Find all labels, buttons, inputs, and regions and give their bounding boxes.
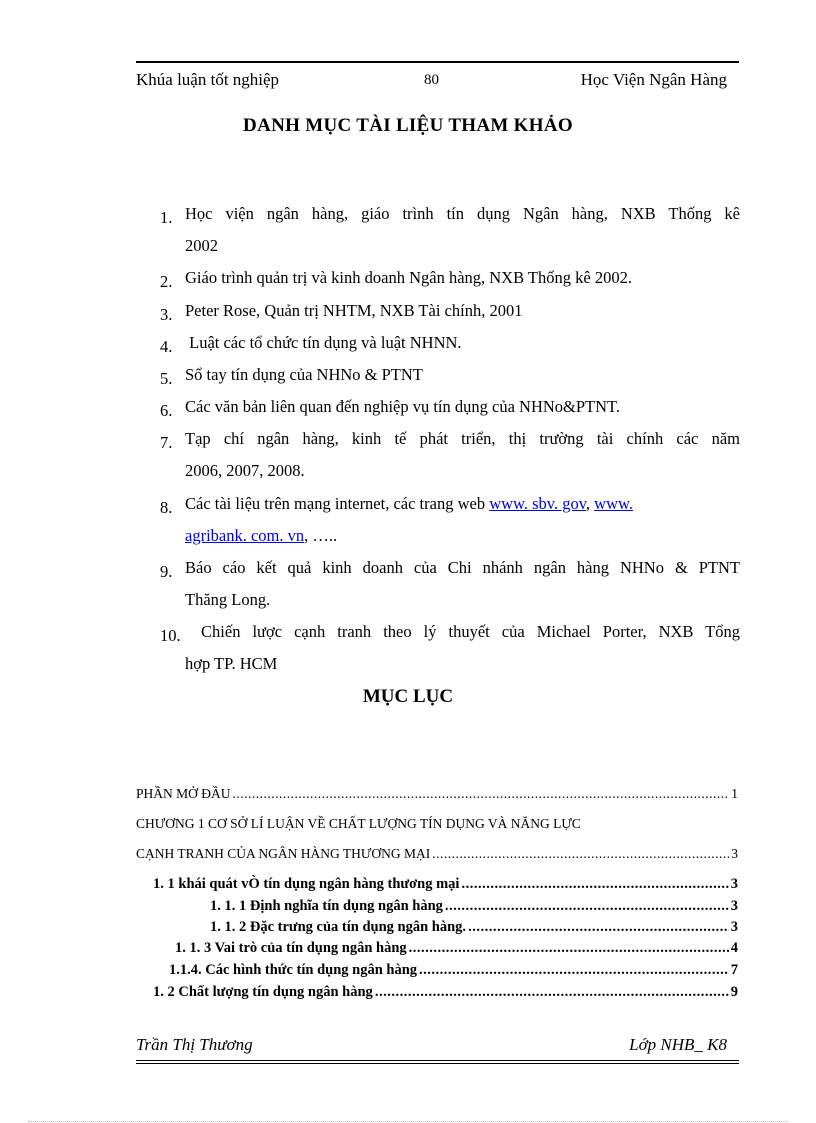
toc-entry[interactable]: 1. 1. 2 Đặc trưng của tín dụng ngân hàng. ..... 3 (210, 919, 738, 936)
toc-entry[interactable]: 1. 2 Chất lượng tín dụng ngân hàng ..... 9 (153, 984, 738, 1001)
references-title: DANH MỤC TÀI LIỆU THAM KHẢO (243, 115, 573, 136)
header-right: Học Viện Ngân Hàng (580, 70, 727, 89)
header-left: Khúa luận tốt nghiệp (136, 70, 280, 89)
toc-entry[interactable]: PHẦN MỞ ĐẦU ..... 1 (136, 786, 738, 802)
toc-entry[interactable]: 1. 1. 3 Vai trò của tín dụng ngân hàng ..... 4 (175, 940, 738, 957)
footer-rule (136, 1060, 739, 1061)
toc-entry[interactable]: 1. 1. 1 Định nghĩa tín dụng ngân hàng ..... 3 (210, 898, 738, 915)
toc-entry[interactable]: CHƯƠNG 1 CƠ SỞ LÍ LUẬN VỀ CHẤT LƯỢNG TÍN DỤNG VÀ NĂNG LỰC (136, 816, 581, 831)
footer-class: Lớp NHB_ K8 (629, 1035, 727, 1054)
footer-author: Trần Thị Thương (136, 1035, 253, 1054)
toc-entry[interactable]: 1.1.4. Các hình thức tín dụng ngân hàng ..... 7 (169, 962, 738, 979)
header-rule (136, 61, 739, 63)
page-number: 80 (424, 72, 439, 88)
link-sbv[interactable]: www. sbv. gov (489, 494, 586, 513)
link-agribank[interactable]: www. (594, 494, 633, 513)
footer-rule-double (136, 1063, 739, 1064)
page-edge (28, 1121, 788, 1122)
toc-entry[interactable]: CẠNH TRANH CỦA NGÂN HÀNG THƯƠNG MẠI ..... 3 (136, 846, 738, 862)
toc-entry[interactable]: 1. 1 khái quát vÒ tín dụng ngân hàng thương mại ..... 3 (153, 876, 738, 893)
link-agribank-cont[interactable]: agribank. com. vn (185, 526, 305, 545)
toc-title: MỤC LỤC (362, 686, 454, 707)
